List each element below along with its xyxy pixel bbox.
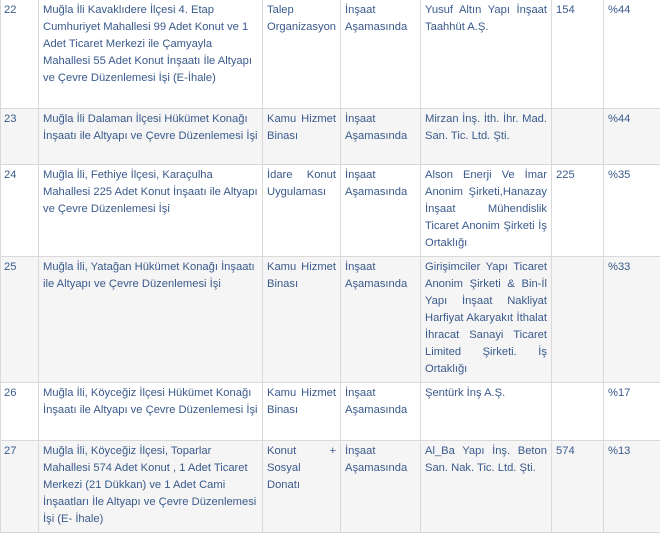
row-number: 26: [1, 383, 39, 441]
project-status: İnşaat Aşamasında: [341, 441, 421, 533]
table-row: [1, 165, 660, 257]
project-name: Muğla İli, Köyceğiz İlçesi, Toparlar Mahallesi 574 Adet Konut , 1 Adet Ticaret Merkezi (21 Dükkan) ve 1 Adet Cami İnşaatları İle Altyapı ve Çevre Düzenlemesi İşi (E- İhale): [39, 441, 263, 533]
progress-percent: %13: [604, 441, 660, 533]
progress-percent: %44: [604, 109, 660, 165]
project-status: İnşaat Aşamasında: [341, 383, 421, 441]
progress-percent: %44: [604, 0, 660, 109]
project-name: Muğla İli Kavaklıdere İlçesi 4. Etap Cumhuriyet Mahallesi 99 Adet Konut ve 1 Adet Ticaret Merkezi ile Çamyayla Mahallesi 55 Adet Konut İnşaatı İle Altyapı ve Çevre Düzenlemesi İşi (E-İhale): [39, 0, 263, 109]
unit-count: 574: [552, 441, 604, 533]
contractor: Şentürk İnş A.Ş.: [421, 383, 552, 441]
project-status: İnşaat Aşamasında: [341, 165, 421, 257]
project-type: Konut + Sosyal Donatı: [263, 441, 341, 533]
row-number: 25: [1, 257, 39, 383]
row-number: 22: [1, 0, 39, 109]
progress-percent: %35: [604, 165, 660, 257]
contractor: Mirzan İnş. İth. İhr. Mad. San. Tic. Ltd. Şti.: [421, 109, 552, 165]
contractor: Girişimciler Yapı Ticaret Anonim Şirketi & Bin-İl Yapı İnşaat Nakliyat Harfiyat Akaryakıt İthalat İhracat Sanayi Ticaret Limited Şirketi. İş Ortaklığı: [421, 257, 552, 383]
table-row: [1, 0, 660, 109]
progress-percent: %33: [604, 257, 660, 383]
table-row: [1, 109, 660, 165]
project-type: Kamu Hizmet Binası: [263, 109, 341, 165]
unit-count: [552, 109, 604, 165]
project-name: Muğla İli, Fethiye İlçesi, Karaçulha Mahallesi 225 Adet Konut İnşaatı ile Altyapı ve Çevre Düzenlemesi İşi: [39, 165, 263, 257]
contractor: Alson Enerji Ve İmar Anonim Şirketi,Hanazay İnşaat Mühendislik Ticaret Anonim Şirketi İş Ortaklığı: [421, 165, 552, 257]
project-name: Muğla İli Dalaman İlçesi Hükümet Konağı İnşaatı ile Altyapı ve Çevre Düzenlemesi İşi: [39, 109, 263, 165]
row-number: 23: [1, 109, 39, 165]
project-type: Talep Organizasyon: [263, 0, 341, 109]
table-row: [1, 257, 660, 383]
progress-percent: %17: [604, 383, 660, 441]
table-row: [1, 441, 660, 533]
unit-count: 154: [552, 0, 604, 109]
unit-count: [552, 257, 604, 383]
project-name: Muğla İli, Yatağan Hükümet Konağı İnşaatı ile Altyapı ve Çevre Düzenlemesi İşi: [39, 257, 263, 383]
unit-count: 225: [552, 165, 604, 257]
project-type: Kamu Hizmet Binası: [263, 257, 341, 383]
unit-count: [552, 383, 604, 441]
project-status: İnşaat Aşamasında: [341, 257, 421, 383]
contractor: Yusuf Altın Yapı İnşaat Taahhüt A.Ş.: [421, 0, 552, 109]
table-row: [1, 383, 660, 441]
contractor: Al_Ba Yapı İnş. Beton San. Nak. Tic. Ltd. Şti.: [421, 441, 552, 533]
row-number: 24: [1, 165, 39, 257]
row-number: 27: [1, 441, 39, 533]
project-name: Muğla İli, Köyceğiz İlçesi Hükümet Konağı İnşaatı ile Altyapı ve Çevre Düzenlemesi İşi: [39, 383, 263, 441]
project-type: Kamu Hizmet Binası: [263, 383, 341, 441]
project-status: İnşaat Aşamasında: [341, 109, 421, 165]
project-status: İnşaat Aşamasında: [341, 0, 421, 109]
project-type: İdare Konut Uygulaması: [263, 165, 341, 257]
